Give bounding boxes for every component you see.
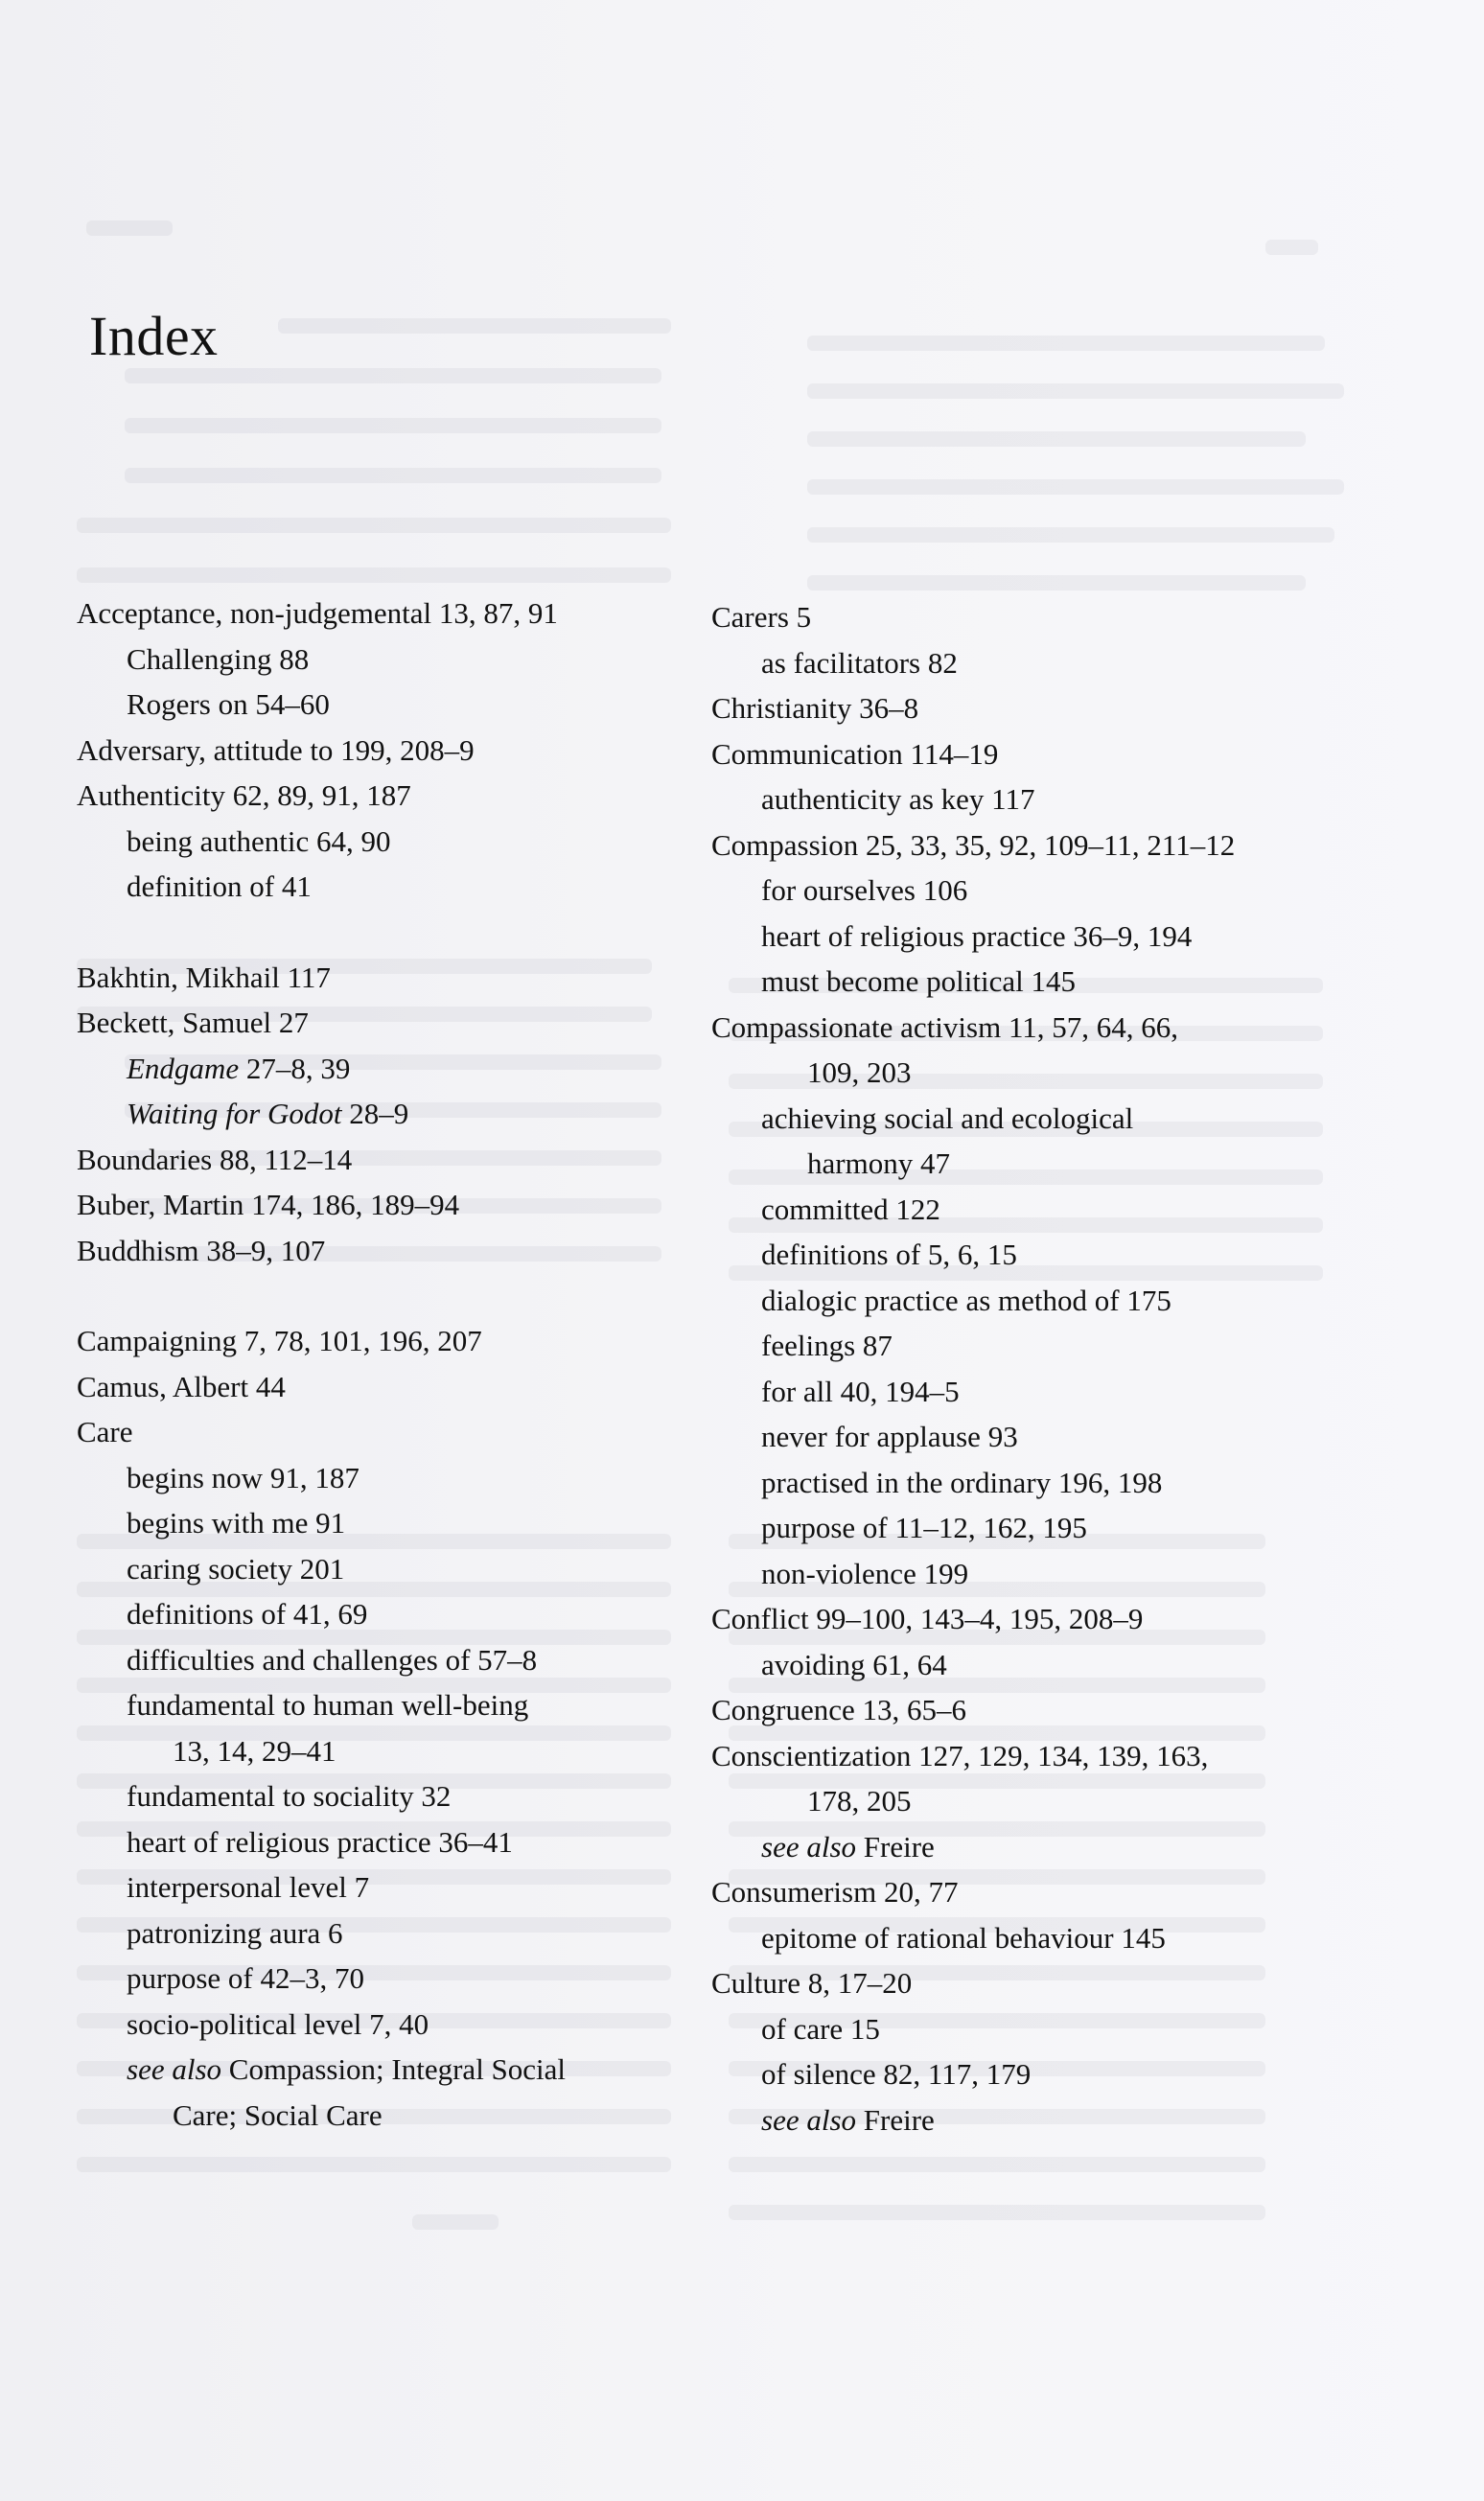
index-entry: heart of religious practice 36–9, 194 — [761, 918, 1193, 953]
index-entry: Campaigning 7, 78, 101, 196, 207 — [77, 1324, 482, 1357]
section-gap — [77, 910, 690, 955]
index-entry: socio-political level 7, 40 — [127, 2006, 429, 2041]
index-entry: Care — [77, 1415, 133, 1448]
index-locators: 27–8, 39 — [239, 1051, 351, 1085]
index-entry: Consumerism 20, 77 — [711, 1875, 959, 1909]
index-entry: Conscientization 127, 129, 134, 139, 163, — [711, 1738, 1209, 1772]
index-entry: purpose of 42–3, 70 — [127, 1961, 364, 1995]
index-entry: Boundaries 88, 112–14 — [77, 1142, 353, 1176]
index-entry: begins with me 91 — [127, 1506, 346, 1540]
index-entry: Challenging 88 — [127, 641, 310, 676]
index-entry: fundamental to sociality 32 — [127, 1779, 452, 1813]
index-locators: Freire — [856, 1829, 935, 1864]
index-entry: heart of religious practice 36–41 — [127, 1824, 513, 1859]
index-entry: patronizing aura 6 — [127, 1915, 343, 1950]
index-entry: Camus, Albert 44 — [77, 1369, 286, 1403]
see-also-label: see also — [761, 1829, 857, 1864]
index-entry-continuation: 178, 205 — [807, 1784, 912, 1818]
index-column-left — [77, 591, 690, 2138]
index-entry — [711, 2097, 1325, 2143]
index-locators: Freire — [856, 2102, 935, 2137]
index-entry: feelings 87 — [761, 1329, 893, 1362]
index-entry: of silence 82, 117, 179 — [761, 2057, 1032, 2091]
index-entry — [77, 1091, 690, 1137]
index-entry: achieving social and ecological — [761, 1100, 1134, 1135]
index-entry: Congruence 13, 65–6 — [711, 1693, 967, 1726]
index-entry: dialogic practice as method of 175 — [761, 1283, 1171, 1317]
index-entry: Compassionate activism 11, 57, 64, 66, — [711, 1009, 1179, 1044]
index-entry-continuation: harmony 47 — [807, 1146, 950, 1180]
index-entry: committed 122 — [761, 1192, 940, 1226]
see-also-label: see also — [127, 2052, 222, 2086]
index-locators: 28–9 — [341, 1097, 409, 1130]
index-entry: authenticity as key 117 — [761, 782, 1035, 816]
see-also-label: see also — [761, 2102, 857, 2137]
index-entry: definitions of 5, 6, 15 — [761, 1238, 1017, 1271]
index-entry: Buber, Martin 174, 186, 189–94 — [77, 1188, 460, 1221]
index-entry: Conflict 99–100, 143–4, 195, 208–9 — [711, 1602, 1144, 1635]
index-entry: difficulties and challenges of 57–8 — [127, 1642, 538, 1677]
index-entry: Acceptance, non-judgemental 13, 87, 91 — [77, 596, 558, 630]
index-entry-continuation: 109, 203 — [807, 1055, 912, 1089]
index-entry: Adversary, attitude to 199, 208–9 — [77, 732, 475, 767]
index-entry: never for applause 93 — [761, 1420, 1018, 1453]
index-entry — [711, 1824, 1325, 1870]
index-entry — [77, 2047, 690, 2093]
index-entry: practised in the ordinary 196, 198 — [761, 1465, 1163, 1499]
index-entry: Rogers on 54–60 — [127, 687, 330, 721]
index-entry: Bakhtin, Mikhail 117 — [77, 960, 331, 994]
index-entry: definitions of 41, 69 — [127, 1597, 368, 1631]
index-title-italic: Endgame — [127, 1051, 240, 1085]
index-entry: Beckett, Samuel 27 — [77, 1006, 309, 1039]
index-entry — [77, 1046, 690, 1092]
index-column-right — [711, 594, 1325, 2142]
index-entry: of care 15 — [761, 2011, 880, 2046]
index-entry: Buddhism 38–9, 107 — [77, 1233, 326, 1267]
index-entry: caring society 201 — [127, 1551, 345, 1586]
index-entry: purpose of 11–12, 162, 195 — [761, 1511, 1087, 1544]
index-entry: non-violence 199 — [761, 1556, 969, 1590]
index-title-italic: Waiting for Godot — [127, 1097, 342, 1130]
index-entry: Carers 5 — [711, 600, 812, 634]
index-entry: must become political 145 — [761, 964, 1077, 998]
index-locators: Compassion; Integral Social — [221, 2052, 567, 2086]
index-entry: Culture 8, 17–20 — [711, 1966, 913, 2000]
index-entry: for ourselves 106 — [761, 873, 968, 907]
page-title: Index — [89, 305, 219, 367]
index-entry: fundamental to human well-being — [127, 1688, 529, 1722]
index-entry: Communication 114–19 — [711, 736, 999, 771]
index-entry: Authenticity 62, 89, 91, 187 — [77, 778, 411, 812]
index-entry: for all 40, 194–5 — [761, 1374, 960, 1408]
index-entry: avoiding 61, 64 — [761, 1647, 947, 1681]
index-entry-continuation: 13, 14, 29–41 — [173, 1733, 336, 1768]
index-entry: Compassion 25, 33, 35, 92, 109–11, 211–12 — [711, 827, 1236, 862]
index-entry: as facilitators 82 — [761, 645, 958, 680]
index-entry: begins now 91, 187 — [127, 1460, 359, 1494]
index-entry-continuation: Care; Social Care — [173, 2097, 383, 2132]
index-entry: being authentic 64, 90 — [127, 823, 391, 858]
index-entry: interpersonal level 7 — [127, 1870, 370, 1904]
index-entry: Christianity 36–8 — [711, 691, 919, 725]
section-gap — [77, 1273, 690, 1318]
index-entry: epitome of rational behaviour 145 — [761, 1920, 1166, 1955]
index-entry: definition of 41 — [127, 869, 312, 903]
